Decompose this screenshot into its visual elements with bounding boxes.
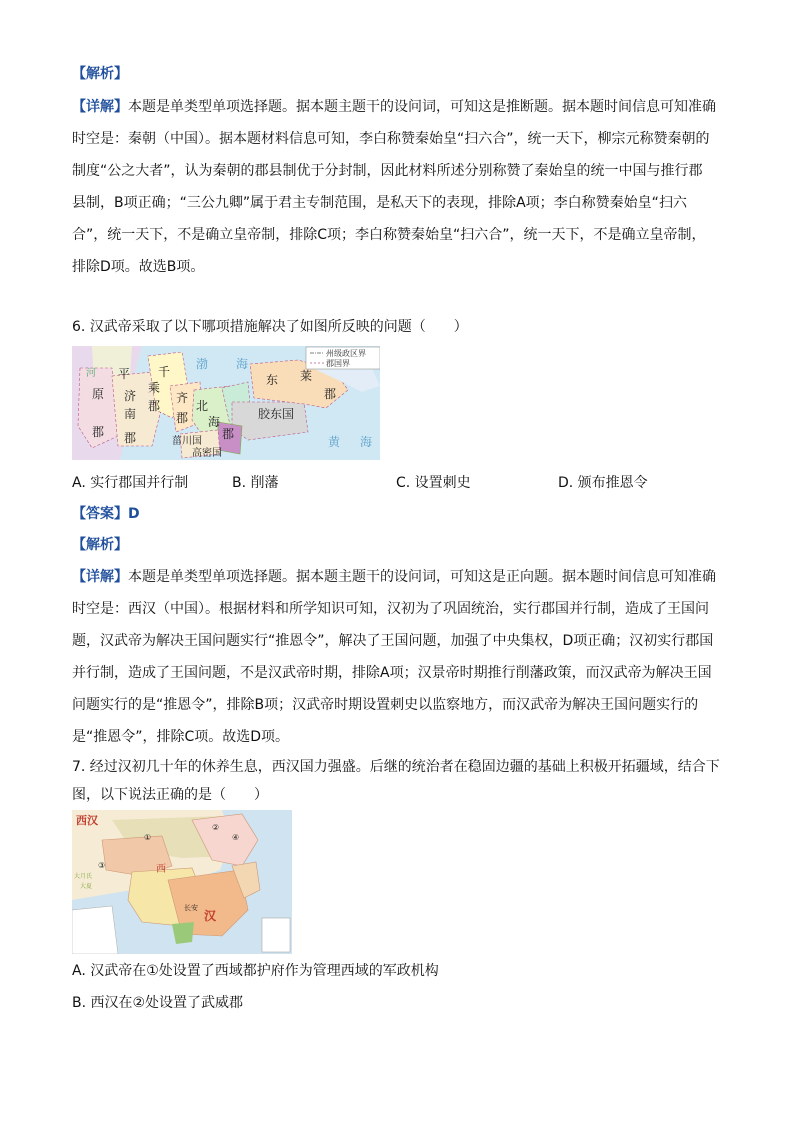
- svg-text:东: 东: [266, 373, 279, 387]
- q5-detail-line-3: 制度“公之大者”，认为秦朝的郡县制优于分封制，因此材料所述分别称赞了秦始皇的统一中国与推行郡: [72, 163, 703, 179]
- svg-text:海: 海: [360, 435, 373, 449]
- svg-text:大夏: 大夏: [80, 883, 93, 890]
- q7-option-a: A. 汉武帝在①处设置了西域都护府作为管理西域的军政机构: [72, 963, 439, 979]
- svg-text:大月氏: 大月氏: [74, 873, 93, 880]
- q6-detail-tag: 【详解】: [72, 569, 128, 585]
- svg-text:郡: 郡: [176, 411, 189, 425]
- q6-detail-line-5: 问题实行的是“推恩令”，排除B项；汉武帝时期设置刺史以监察地方，而汉武帝为解决王国问题实行的: [72, 697, 699, 713]
- svg-text:北: 北: [196, 399, 209, 413]
- svg-text:千: 千: [158, 365, 171, 379]
- svg-text:郡: 郡: [124, 431, 137, 445]
- q5-detail-line-2: 时空是：秦朝（中国）。据本题材料信息可知，李白称赞秦始皇“扫六合”，统一天下，柳宗元称赞秦朝的: [72, 131, 710, 147]
- svg-text:海: 海: [236, 357, 249, 371]
- svg-text:①: ①: [144, 833, 152, 842]
- q6-question: 6. 汉武帝采取了以下哪项措施解决了如图所反映的问题（ ）: [72, 319, 468, 335]
- q7-question-line-1: 7. 经过汉初几十年的休养生息，西汉国力强盛。后继的统治者在稳固边疆的基础上积极开拓疆域，结合下: [72, 759, 720, 775]
- q7-option-b: B. 西汉在②处设置了武威郡: [72, 995, 244, 1011]
- q5-detail-line-5: 合”，统一天下，不是确立皇帝制，排除C项；李白称赞秦始皇“扫六合”，统一天下，不是确立皇帝制，: [72, 227, 706, 243]
- q6-map-legend-state: 州级政区界: [326, 349, 366, 358]
- svg-text:黄: 黄: [328, 435, 341, 449]
- q6-detail-line-6: 是“推恩令”，排除C项。故选D项。: [72, 729, 290, 745]
- q6-option-d: D. 颁布推恩令: [558, 475, 648, 491]
- q6-answer: 【答案】D: [72, 506, 140, 522]
- svg-text:乘: 乘: [148, 381, 161, 395]
- svg-text:胶东国: 胶东国: [258, 407, 295, 421]
- q7-map: [72, 810, 292, 954]
- svg-text:郡: 郡: [92, 425, 105, 439]
- svg-text:西: 西: [156, 864, 166, 875]
- svg-text:齐: 齐: [176, 391, 189, 405]
- q5-detail-line-4: 县制，B项正确；“三公九卿”属于君主专制范围，是私天下的表现，排除A项；李白称赞秦始皇“扫六: [72, 195, 687, 211]
- q7-question-line-2: 图，以下说法正确的是（ ）: [72, 787, 268, 803]
- svg-text:渤: 渤: [196, 357, 209, 371]
- q5-detail-line-1: 【详解】本题是单类型单项选择题。据本题主题干的设问词，可知这是推断题。据本题时间信息可知准确: [72, 99, 716, 115]
- svg-text:高密国: 高密国: [192, 448, 222, 459]
- svg-text:长安: 长安: [184, 904, 198, 912]
- svg-text:郡: 郡: [324, 387, 337, 401]
- q6-detail-line-1: 【详解】本题是单类型单项选择题。据本题主题干的设问词，可知这是正向题。据本题时间信息可知准确: [72, 569, 716, 585]
- svg-text:莱: 莱: [300, 369, 313, 383]
- svg-text:济: 济: [124, 389, 137, 403]
- svg-text:原: 原: [92, 387, 105, 401]
- q6-detail-line-3: 题，汉武帝为解决王国问题实行“推恩令”，解决了王国问题，加强了中央集权，D项正确；汉初实行郡国: [72, 633, 714, 649]
- q6-option-c: C. 设置刺史: [396, 475, 471, 491]
- svg-text:③: ③: [98, 861, 106, 870]
- svg-text:郡: 郡: [148, 399, 161, 413]
- svg-text:南: 南: [124, 407, 137, 421]
- svg-text:②: ②: [212, 823, 220, 832]
- svg-text:郡: 郡: [222, 427, 235, 441]
- q6-analysis-tag: 【解析】: [72, 537, 128, 553]
- q6-option-b: B. 削藩: [232, 475, 279, 491]
- svg-text:汉: 汉: [204, 909, 217, 923]
- q5-detail-line-6: 排除D项。故选B项。: [72, 259, 205, 275]
- q5-detail-tag: 【详解】: [72, 99, 128, 115]
- svg-text:河: 河: [86, 368, 96, 379]
- q6-map-legend-county: 郡国界: [326, 359, 350, 368]
- q5-analysis-tag: 【解析】: [72, 66, 128, 82]
- svg-text:④: ④: [232, 833, 240, 842]
- q6-detail-line-2: 时空是：西汉（中国）。根据材料和所学知识可知，汉初为了巩固统治，实行郡国并行制，造成了王国问: [72, 601, 709, 617]
- svg-text:海: 海: [208, 415, 221, 429]
- q7-map-title: 西汉: [76, 814, 98, 827]
- q6-map: [72, 346, 380, 460]
- svg-text:菑川国: 菑川国: [172, 436, 202, 447]
- q6-detail-line-4: 并行制，造成了王国问题，不是汉武帝时期，排除A项；汉景帝时期推行削藩政策，而汉武帝为解决王国: [72, 665, 712, 681]
- q6-option-a: A. 实行郡国并行制: [72, 475, 189, 491]
- svg-text:平: 平: [118, 367, 131, 381]
